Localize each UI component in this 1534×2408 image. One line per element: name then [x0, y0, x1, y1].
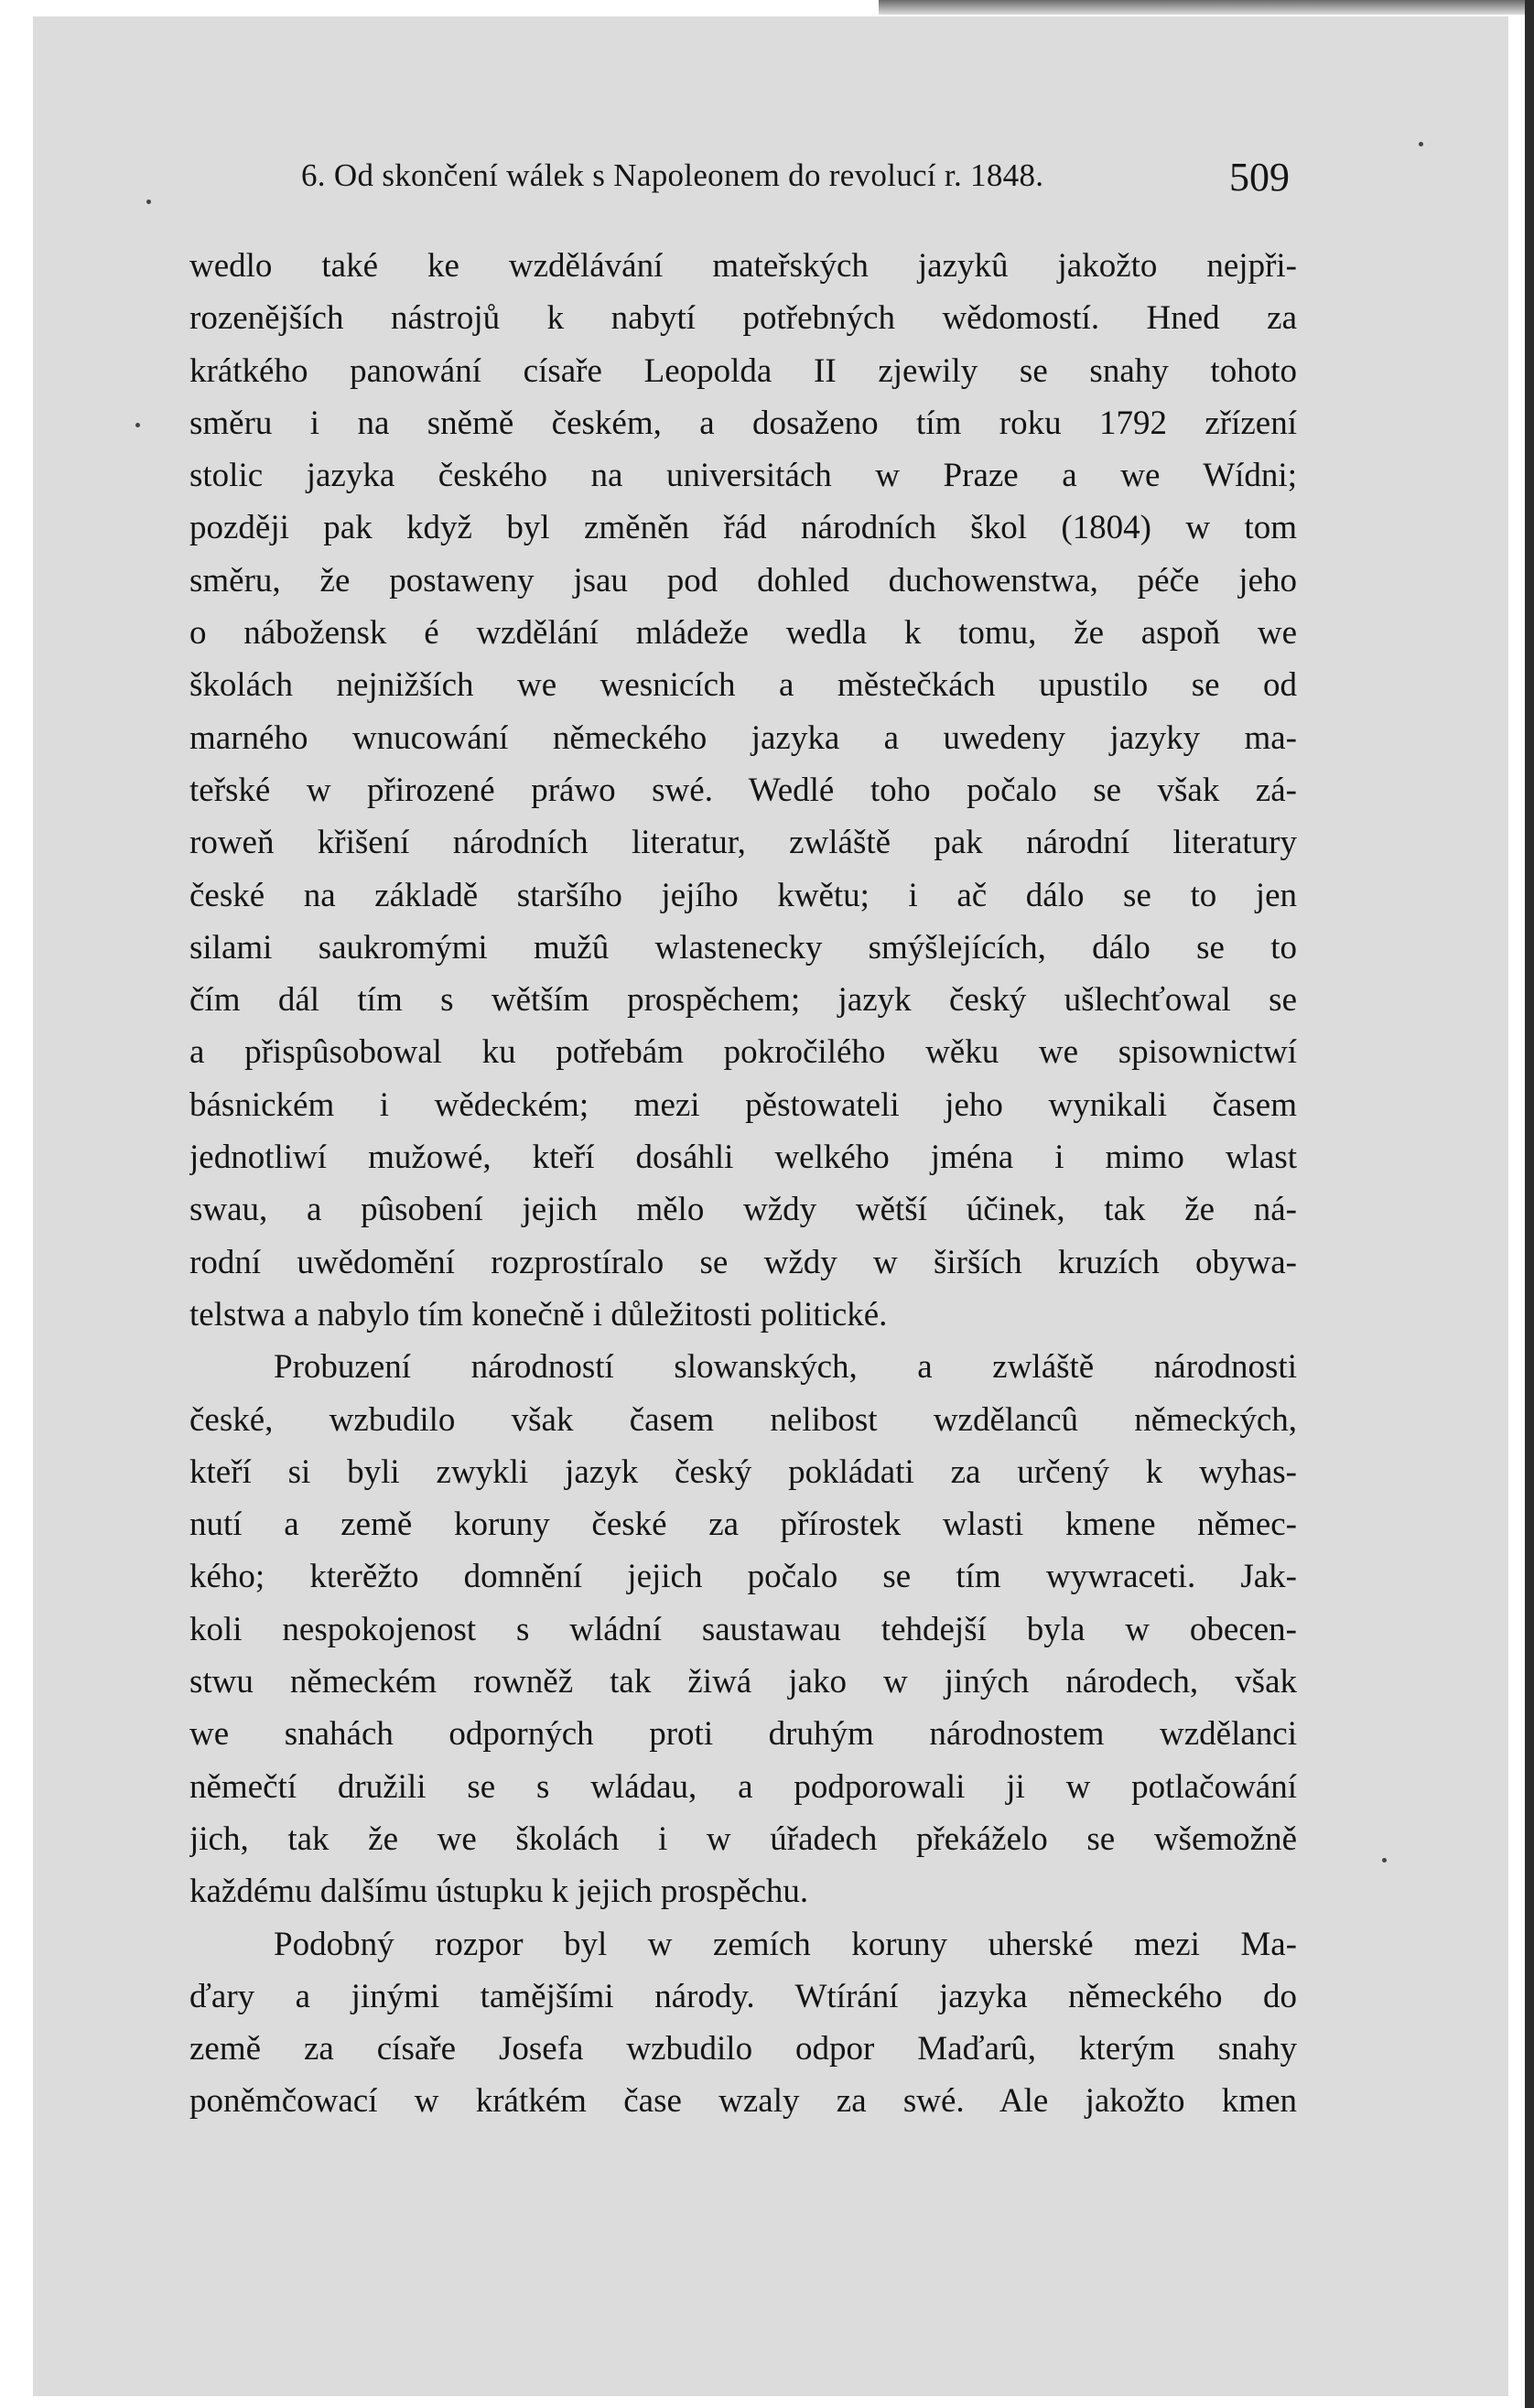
- text-line: roweň křišení národních literatur, zwláště pak národní literatury: [189, 824, 1297, 862]
- text-line: marného wnucowání německého jazyka a uwedeny jazyky ma-: [189, 718, 1297, 757]
- speck: [1382, 1858, 1387, 1863]
- text-line: směru i na sněmě českém, a dosaženo tím roku 1792 zřízení: [189, 404, 1297, 442]
- text-line: ďary a jinými tamějšími národy. Wtírání jazyka německého do: [189, 1977, 1297, 2015]
- page-number: 509: [1229, 155, 1290, 200]
- text-line: Podobný rozpor byl w zemích koruny uherské mezi Ma-: [274, 1925, 1297, 1963]
- text-line: jich, tak že we školách i w úřadech překáželo se wšemožně: [189, 1819, 1297, 1858]
- speck: [135, 423, 140, 427]
- speck: [1419, 142, 1423, 146]
- text-line: kého; kterěžto domnění jejich počalo se tím wywraceti. Jak-: [189, 1558, 1297, 1596]
- text-line: wedlo také ke wzdělávání mateřských jazykû jakožto nejpři-: [189, 247, 1297, 285]
- text-line: a přispûsobowal ku potřebám pokročilého wěku we spisownictwí: [189, 1033, 1297, 1072]
- text-line: české, wzbudilo však časem nelibost wzdělancû německých,: [189, 1400, 1297, 1439]
- text-line: rozenějších nástrojů k nabytí potřebných wědomostí. Hned za: [189, 299, 1297, 338]
- text-line: nutí a země koruny české za přírostek wlasti kmene němec-: [189, 1506, 1297, 1544]
- text-line: stolic jazyka českého na universitách w Praze a we Wídni;: [189, 457, 1297, 495]
- text-line: we snahách odporných proti druhým národnostem wzdělanci: [189, 1715, 1297, 1754]
- text-line: čím dál tím s wětším prospěchem; jazyk český ušlechťowal se: [189, 981, 1297, 1020]
- scan-edge-right: [1525, 0, 1534, 2408]
- text-line: silami saukromými mužû wlastenecky smýšlejících, dálo se to: [189, 928, 1297, 966]
- running-head: 6. Od skončení wálek s Napoleonem do revolucí r. 1848.: [301, 157, 1044, 193]
- text-line: o nábožensk é wzdělání mládeže wedla k tomu, že aspoň we: [189, 614, 1297, 653]
- text-line: kteří si byli zwykli jazyk český pokládati za určený k wyhas-: [189, 1452, 1297, 1491]
- text-line: krátkého panowání císaře Leopolda II zjewily se snahy tohoto: [189, 351, 1297, 390]
- text-line: školách nejnižších we wesnicích a městečkách upustilo se od: [189, 666, 1297, 705]
- text-line: swau, a pûsobení jejich mělo wždy wětší účinek, tak že ná-: [189, 1191, 1297, 1229]
- text-line: směru, že postaweny jsau pod dohled duchowenstwa, péče jeho: [189, 561, 1297, 599]
- text-line: poněmčowací w krátkém čase wzaly za swé. Ale jakožto kmen: [189, 2082, 1297, 2121]
- text-line: jednotliwí mužowé, kteří dosáhli welkého jména i mimo wlast: [189, 1139, 1297, 1177]
- speck: [146, 200, 151, 204]
- text-line: Probuzení národností slowanských, a zwláště národnosti: [274, 1348, 1297, 1387]
- text-line: němečtí družili se s wládau, a podporowali ji w potlačowání: [189, 1767, 1297, 1806]
- text-line: telstwa a nabylo tím konečně i důležitosti politické.: [189, 1295, 888, 1334]
- text-line: teřské w přirozené práwo swé. Wedlé toho počalo se však zá-: [189, 771, 1297, 809]
- text-line: české na základě staršího jejího kwětu; i ač dálo se to jen: [189, 876, 1297, 914]
- text-line: stwu německém rowněž tak žiwá jako w jiných národech, však: [189, 1663, 1297, 1701]
- page-header: [301, 157, 1308, 212]
- text-line: rodní uwědomění rozprostíralo se wždy w širších kruzích obywa-: [189, 1243, 1297, 1281]
- scan-edge-top: [879, 0, 1534, 15]
- text-line: později pak když byl změněn řád národních škol (1804) w tom: [189, 509, 1297, 547]
- text-line: koli nespokojenost s wládní saustawau tehdejší byla w obecen-: [189, 1610, 1297, 1648]
- text-line: země za císaře Josefa wzbudilo odpor Maďarû, kterým snahy: [189, 2030, 1297, 2068]
- body-text: [189, 240, 1297, 2128]
- text-line: básnickém i wědeckém; mezi pěstowateli jeho wynikali časem: [189, 1085, 1297, 1124]
- text-line: každému dalšímu ústupku k jejich prospěchu.: [189, 1873, 809, 1911]
